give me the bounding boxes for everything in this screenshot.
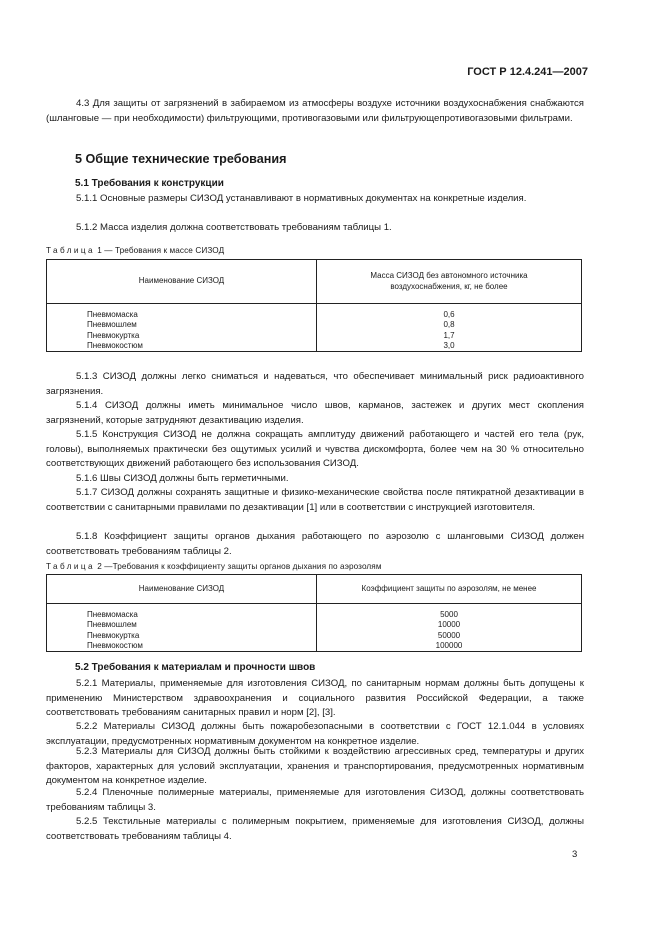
paragraph-4-3: 4.3 Для защиты от загрязнений в забираемом из атмосферы воздухе источники воздухоснабжения снабжаются (шланговые — при необходимости) фильтрующими, противогазовыми или фильтрующепротивогазовыми фильтрами.	[46, 98, 584, 124]
paragraph-5-2-5: 5.2.5 Текстильные материалы с полимерным покрытием, применяемые для изготовления СИЗОД, должны соответствовать требованиям таблицы 4.	[46, 816, 584, 842]
paragraph-5-1-6: 5.1.6 Швы СИЗОД должны быть герметичными.	[76, 473, 289, 484]
paragraph-5-2-2: 5.2.2 Материалы СИЗОД должны быть пожаробезопасными в соответствии с ГОСТ 12.1.044 в условиях эксплуатации, предусмотренных нормативным документом на конкретное изделие.	[46, 721, 584, 747]
table-1-caption-prefix: Таблица	[46, 246, 95, 255]
section-5-2-heading: 5.2 Требования к материалам и прочности швов	[75, 662, 316, 673]
table-row	[47, 610, 582, 620]
paragraph-5-2-1: 5.2.1 Материалы, применяемые для изготовления СИЗОД, по санитарным нормам должны быть допущены к применению Министерством здравоохранения и социального развития Российской Федерации, а также соответствовать требованиям санитарных правил и норм [2], [3].	[46, 678, 584, 719]
paragraph-5-1-7: 5.1.7 СИЗОД должны сохранять защитные и физико-механические свойства после пятикратной дезактивации в соответствии с санитарными правилами по дезактивации [1] или в соответствии с инструкцией изготовителя.	[46, 487, 584, 513]
paragraph-5-2-4: 5.2.4 Пленочные полимерные материалы, применяемые для изготовления СИЗОД, должны соответствовать требованиям таблицы 3.	[46, 787, 584, 813]
table-row	[47, 320, 582, 330]
table-1-cell-name: Пневмошлем	[47, 320, 317, 330]
table-2-caption-prefix: Таблица	[46, 562, 95, 571]
table-2-col-coef-header: Коэффициент защиты по аэрозолям, не менее	[317, 575, 582, 604]
table-1-cell-value: 3,0	[317, 341, 582, 352]
document-standard-number: ГОСТ Р 12.4.241—2007	[467, 66, 588, 78]
table-1-header-row	[47, 260, 582, 304]
section-5-1-heading: 5.1 Требования к конструкции	[75, 178, 224, 189]
table-1-cell-name: Пневмокостюм	[47, 341, 317, 352]
table-1-col-name-header: Наименование СИЗОД	[47, 260, 317, 304]
table-1-cell-value: 0,6	[317, 310, 582, 320]
table-1-caption-text: 1 — Требования к массе СИЗОД	[97, 246, 225, 255]
table-row	[47, 310, 582, 320]
paragraph-5-1-3: 5.1.3 СИЗОД должны легко сниматься и надеваться, что обеспечивает минимальный риск радиоактивного загрязнения.	[46, 371, 584, 397]
table-2-caption	[46, 562, 382, 571]
table-2-caption-text: 2 —Требования к коэффициенту защиты органов дыхания по аэрозолям	[97, 562, 382, 571]
table-1-cell-name: Пневмомаска	[47, 310, 317, 320]
section-5-heading: 5 Общие технические требования	[75, 152, 287, 166]
paragraph-5-1-8: 5.1.8 Коэффициент защиты органов дыхания работающего по аэрозолю с шланговыми СИЗОД должен соответствовать требованиям таблицы 2.	[46, 531, 584, 557]
table-2-cell-value: 10000	[317, 620, 582, 630]
table-2-cell-value: 5000	[317, 610, 582, 620]
paragraph-5-1-4: 5.1.4 СИЗОД должны иметь минимальное число швов, карманов, застежек и других мест скопления загрязнений, которые затрудняют дезактивацию изделия.	[46, 400, 584, 426]
table-2-cell-name: Пневмокостюм	[47, 641, 317, 652]
paragraph-5-1-1: 5.1.1 Основные размеры СИЗОД устанавливают в нормативных документах на конкретные изделия.	[76, 193, 527, 204]
paragraph-5-1-2: 5.1.2 Масса изделия должна соответствовать требованиям таблицы 1.	[76, 222, 392, 233]
table-2-cell-value: 50000	[317, 631, 582, 641]
table-2	[46, 574, 582, 652]
table-2-cell-value: 100000	[317, 641, 582, 652]
paragraph-5-1-5: 5.1.5 Конструкция СИЗОД не должна сокращать амплитуду движений работающего и частей его тела (рук, головы), выполняемых практически без ощутимых усилий и чувства дискомфорта, более чем на 30 % относительно соответствующих движений работающего без использования СИЗОД.	[46, 429, 584, 470]
table-1-cell-value: 0,8	[317, 320, 582, 330]
table-row	[47, 631, 582, 641]
table-1-cell-name: Пневмокуртка	[47, 331, 317, 341]
paragraph-5-2-3: 5.2.3 Материалы для СИЗОД должны быть стойкими к воздействию агрессивных сред, температуры и других факторов, характерных для условий эксплуатации, хранения и транспортирования, предусмотренных нормативным документом на конкретное изделие.	[46, 746, 584, 787]
table-1-col-mass-header	[317, 260, 582, 304]
table-1-col-mass-header-line1: Масса СИЗОД без автономного источника	[370, 271, 528, 281]
table-row	[47, 620, 582, 630]
table-row	[47, 641, 582, 652]
table-2-cell-name: Пневмокуртка	[47, 631, 317, 641]
table-1	[46, 259, 582, 352]
table-2-cell-name: Пневмомаска	[47, 610, 317, 620]
table-1-caption	[46, 246, 224, 255]
table-2-col-name-header: Наименование СИЗОД	[47, 575, 317, 604]
page-number: 3	[572, 849, 578, 860]
table-row	[47, 331, 582, 341]
table-1-col-mass-header-line2: воздухоснабжения, кг, не более	[390, 281, 508, 291]
table-2-header-row	[47, 575, 582, 604]
table-1-cell-value: 1,7	[317, 331, 582, 341]
table-row	[47, 341, 582, 352]
table-2-cell-name: Пневмошлем	[47, 620, 317, 630]
